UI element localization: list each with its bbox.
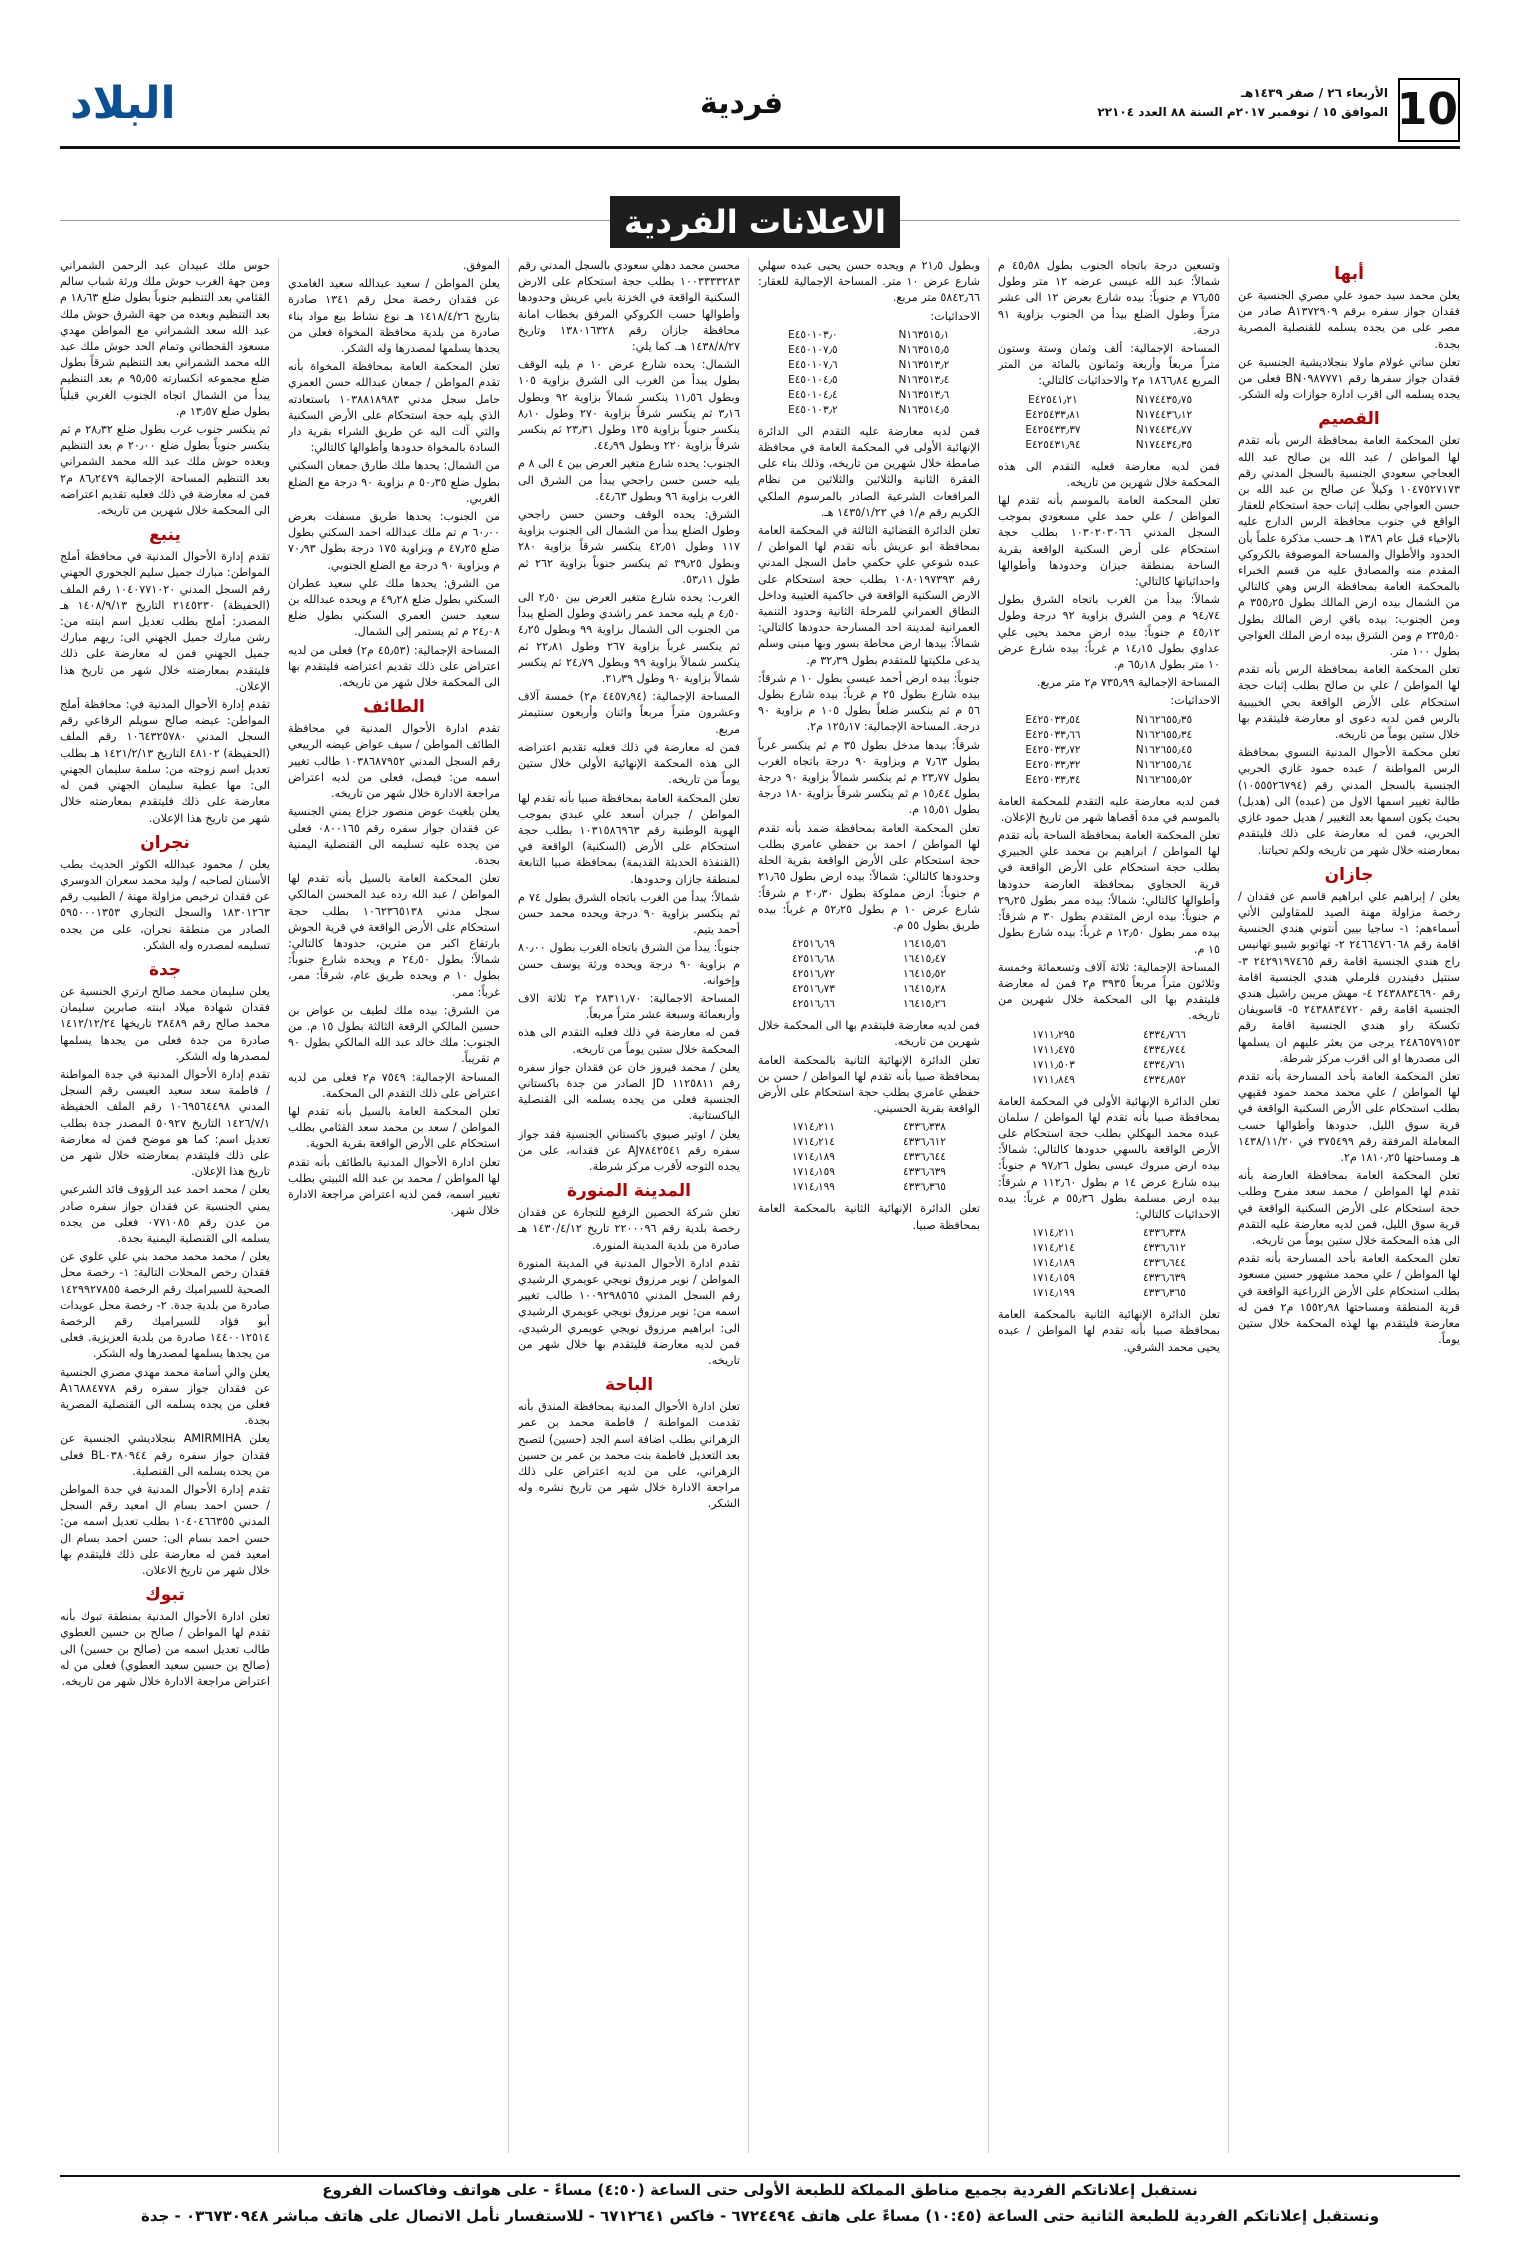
ad-text: تعلن ساتي غولام ماولا بنجلاديشية الجنسية عن فقدان جواز سفرها رقم BN٠٩٨٧٧٧١ فعلى من يجده يسلمه الى اقرب ادارة جوازات وله الشكر. — [1238, 355, 1460, 402]
coord-cell: ٤٣٣٦٫٦٣٩ — [903, 1166, 946, 1179]
ad-text: فمن لديه معارضة فعليه التقدم الى هذه المحكمة خلال شهرين من تاريخه. — [998, 459, 1220, 489]
coord-cell: ٤٣٣٤٫٨٥٢ — [1143, 1073, 1186, 1086]
coord-cell: ١٧١١٫٥٠٣ — [1032, 1058, 1075, 1071]
coord-cell: N١٦٢٦٥٥٫٤٥ — [1135, 743, 1193, 756]
coord-cell: N١٦٢٦٥٥٫٣٤ — [1135, 728, 1193, 741]
coord-cell: ٤٣٣٦٫٣٦٥ — [1143, 1287, 1186, 1300]
coordinates-table — [998, 393, 1220, 453]
city-title-najran: نجران — [140, 832, 190, 853]
ad-text: المساحة الإجمالية: ألف وثمان وستة وستون متراً مربعاً وأربعة وثمانون بالمائة من المتر المربع ١٨٦٦٫٨٤ م٢ والاحداثيات كالتالي: — [998, 342, 1220, 388]
coord-cell: ١٧١٤٫٢١٤ — [792, 1136, 835, 1149]
ad-text: تعلن الدائرة الإنهائية الثانية بالمحكمة العامة بمحافظة صبيا بأنه تقدم لها المواطن / عبده يحيى محمد الشرقي. — [998, 1308, 1220, 1354]
ad-text: تعلن ادارة الأحوال المدنية بالطائف بأنه تقدم لها المواطن / محمد بن عبد الله الثبيتي بطلب تغيير اسمه، فمن لديه اعتراض مراجعة الادارة خلال شهر. — [288, 1155, 500, 1218]
ad-text: تعلن الدائرة الإنهائية الثانية بالمحكمة العامة بمحافظة صبيا. — [758, 1202, 980, 1232]
coordinates-table — [758, 1120, 980, 1195]
ad-text: فمن له معارضة في ذلك فعليه تقديم اعتراضه الى هذه المحكمة الإنهائية الأولى خلال ستين يوماً من تاريخه. — [518, 740, 740, 787]
ad-text: وبطول ٢١٫٥ م ويحده حسن يحيى عبده سهلي شارع عرض ١٠ متر. المساحة الإجمالية للعقار: ٥٨٤٢٫٦٦ متر مربع. — [758, 259, 980, 305]
ad-text: يعلن المواطن / سعيد عبدالله سعيد الغامدي عن فقدان رخصة محل رقم ١٣٤١ صادرة بتاريخ ١٤١٨/٤/٢٦ هـ نوع نشاط بيع مواد بناء صادرة من بلدية محافظة المخواة فعلى من يجدها يسلمها لمصدرها وله الشكر. — [288, 277, 500, 356]
ad-text: الموفق. — [463, 259, 500, 272]
footer-line2: ونستقبل إعلاناتكم الفردية للطبعة الثانية حتى الساعة (١٠:٤٥) مساءً على هاتف ٦٧٢٤٤٩٤ - فاكس ٦٧١٢٦٤١ - للاستفسار نأمل الاتصال على هاتف مباشر ٠٣٦٧٣٠٩٤٨ - جدة — [140, 2207, 1380, 2225]
coord-cell: ١٧١٤٫١٥٩ — [792, 1166, 835, 1179]
issue-date-line2: الموافق ١٥ / نوفمبر ٢٠١٧م السنة ٨٨ العدد ٢٢١٠٤ — [1097, 105, 1388, 119]
coord-cell: ١٧١٤٫١٩٩ — [792, 1181, 835, 1194]
ad-text: تعلن المحكمة العامة بالسيل بأنه تقدم لها المواطن / عبد الله رده عبد المحسن المالكي سجل مدني ١٠٦٢٣٦٥١٣٨ بطلب حجة استحكام على الأرض الواقعة في قرية الحوش بارتفاع اكبر من مترين، حدودها كالتالي: شمالاً: بطول ٢٤٫٥٠ م ويحده شارع جنوباً: بطول ١٠ م ويحده طريق عام، شرقاً: ممر، غرباً: ممر. — [288, 872, 500, 999]
coord-cell: E٤٢٥٤٣٣٫٣٧ — [1025, 423, 1081, 436]
ad-text: فمن لديه معارضة عليه التقدم الى الدائرة الإنهائية الأولى في المحكمة العامة في محافظة صامطة خلال شهرين من تاريخه، وذلك بناء على الفقرة الثانية والثلاثين والثلاثين من نظام المرافعات الشرعية الصادر بالمرسوم الملكي الكريم رقم م/١ في ١٤٣٥/١/٢٢ هـ. — [758, 424, 980, 519]
coord-cell: ١٧١١٫٤٧٥ — [1032, 1043, 1075, 1056]
ad-text: المساحة الإجمالية: ٧٥٤٩ م٢ فعلى من لديه اعتراض على ذلك التقدم الى المحكمة. — [288, 1070, 500, 1100]
coord-cell: ٤٣٣٦٫٦٤٤ — [903, 1151, 946, 1164]
coord-cell: ١٧١٤٫٢١١ — [1032, 1227, 1075, 1240]
ad-text: الاحداثيات: — [1170, 694, 1220, 708]
ad-text: تعلن الدائرة الإنهائية الثانية بالمحكمة العامة بمحافظة صبيا بأنه تقدم لها المواطن / حسن بن حفظي عامري بطلب حجة استحكام على الأرض الواقعة بقرية الحسيني. — [758, 1053, 980, 1116]
ad-text: تعلن المحكمة العامة بالسيل بأنه تقدم لها المواطن / سعد بن محمد سعد القثامي بطلب استحكام على الأرض الواقعة بقرية الحوية. — [288, 1104, 500, 1151]
column-5 — [288, 258, 500, 2153]
coordinates-table — [998, 1226, 1220, 1301]
coord-cell: ١٧١٤٫١٨٩ — [792, 1151, 835, 1164]
ad-text: المساحة الإجمالية ٧٣٥٫٩٩ م٢ متر مربع. — [1036, 676, 1220, 690]
ad-text: تقدم إدارة الأحوال المدنية في: محافظة أملج المواطن: عيضه صالح سويلم الرفاعي رقم السجل المدني ١٠٦٤٣٢٥٧٨٠ رقم الملف (الحفيظة) ٤٨١٠٢ التاريخ ١٤٢١/٢/١٣ هـ بطلب تعديل اسم زوجته من: سلمة سليمان الجهني الى: مها عطية سليمان الجهني فمن له معارضة على ذلك فليتقدم بمعارضته خلال شهر من تاريخ هذا الإعلان. — [60, 698, 270, 825]
ad-text: من الشمال: يحدها ملك طارق جمعان السكني بطول ضلع ٥٠٫٣٥ م بزاوية ٩٠ درجة مع الضلع الغربي. — [288, 459, 500, 505]
coord-cell: ١٦٤١٥٫٥٢ — [903, 968, 946, 981]
coord-cell: E٤٥٠١٠٧٫٥ — [788, 343, 838, 356]
ad-text: تقدم ادارة الأحوال المدنية في محافظة الطائف المواطن / سيف عواض عيضه الرييعي رقم السجل المدني ١٠٣٨٦٨٧٩٥٢ طالب تغيير اسمه من: فيصل، فعلى من لديه اعتراض مراجعة الادارة خلال شهر من تاريخه. — [288, 722, 500, 801]
coord-cell: ١٦٤١٥٫٢٦ — [903, 998, 946, 1011]
ad-text: المساحة الإجمالية: (٤٥٫٥٣ م٢) فعلى من لديه اعتراض على ذلك تقديم اعتراضه فليتقدم بها الى المحكمة خلال شهر من تاريخه. — [288, 643, 500, 690]
ad-text: وتسعين درجة باتجاه الجنوب بطول ٤٥٫٥٨ م شمالاً: عبد الله عيسى عرضه ١٢ متر وطول ٧٦٫٥٥ م جنوباً: بيده شارع بعرض ١٢ الى عشر متراً وطول الضلع بيدأ من الجنوب بزاوية ٩١ درجة. — [998, 259, 1220, 337]
column-6 — [60, 258, 270, 2153]
coordinates-table — [998, 713, 1220, 788]
ad-text: يعلن / اوتير صيوي باكستاني الجنسية فقد جواز سفره رقم AJ٧٨٤٢٥٤١ عن فقدانه، على من يجده التوجه لأقرب مركز شرطة. — [518, 1127, 740, 1173]
ad-text: يعلن / إبراهيم علي ابراهيم قاسم عن فقدان / رخصة مزاولة مهنة الصيد للمقاولين الأتي أسماءهم: ١- ساجيا بيين أنتوني هندي الجنسية اقامة رقم ٢٤٦٦٤٧٦٠٦٨ ٢- تهاتوبو شيبو تهانيس راج هندي الجنسية اقامة رقم ٢٤٢٩١٩٧٤٦٥ ٣- سنتيل دفيندرن فلرملي هندي الجنسية اقامة رقم ٢٤٣٨٨٣٤٦٩٠ ٤- مهش مريبن راشيل هندي الجنسية اقامة رقم ٢٤٣٨٨٣٤٧٢٠ ٥- قاسويفان تكسكة راو هندي الجنسية اقامة رقم ٢٤٨٦٥٧٩١٥٣ يرجى من يعثر عليهم ان يسلمها الى مصدرها او الى اقرب مركز شرطة. — [1238, 889, 1460, 1065]
ad-text: من الجنوب: يحدها طريق مسفلت بعرض ٦٠٫٠٠ م تم ملك عبدالله احمد السكني بطول ضلع ٤٧٫٢٥ م وبزاوية ١٧٥ درجة بطول ٧٠٫٩٣ م وبزاوية ٩٠ درجة مع الضلع الجنوبي. — [288, 510, 500, 572]
coord-cell: E٤٥٠١٠٣٫٠ — [788, 328, 838, 341]
ad-text: من الشرق: يحدها ملك علي سعيد عطران السكني بطول ضلع ٤٩٫٢٨ م ويحده عبدالله بن سعيد حسن العمري السكني بطول ضلع ٢٤٫٠٨ م ثم يستمر إلى الشمال. — [288, 576, 500, 639]
ad-text: تعلن المحكمة العامة بمحافظة صبيا بأنه تقدم لها المواطن / جبران أسعد علي عبدي بموجب الهوية الوطنية رقم ١٠٣١٥٨٦٩٦٣ بطلب حجة استحكام على الأرض (السكنية) الواقعة في (القنفذة الحديثة القديمة) بمحافظة صبيا التابعة لمنطقة جازان وحدودها. — [518, 791, 740, 886]
ad-text: يعلن محمد سيد حمود علي مصري الجنسية عن فقدان جواز سفره برقم A١٣٧٢٩٠٩ صادر من مصر على من يجده يسلمه للقنصلية المصرية بجدة. — [1238, 289, 1460, 351]
ad-text: تعلن شركة الحصين الرفيع للتجارة عن فقدان رخصة بلدية رقم ٢٢٠٠٠٩٦ تاريخ ١٤٣٠/٤/١٢ هـ صادرة من بلدية المدينة المنورة. — [518, 1206, 740, 1252]
header-divider — [60, 146, 1460, 149]
city-title-tabuk: تبوك — [145, 1585, 185, 1606]
city-title-taif: الطائف — [363, 697, 425, 718]
footer-line1: نستقبل إعلاناتكم الفردية بجميع مناطق المملكة للطبعة الأولى حتى الساعة (٤:٥٠) مساءً - على هواتف وفاكسات الفروع — [322, 2181, 1198, 2199]
coord-cell: ٤٢٥١٦٫٦٦ — [792, 998, 835, 1011]
ad-text: فمن له معارضة في ذلك فعليه التقدم الى هذه المحكمة خلال ستين يوماً من تاريخه. — [518, 1026, 740, 1056]
coord-cell: ٤٣٣٦٫٣٦٥ — [903, 1181, 946, 1194]
city-title-bahah: الباحة — [604, 1375, 654, 1396]
classifieds-banner: الاعلانات الفردية — [610, 196, 900, 248]
ad-text: تعلن المحكمة العامة بمحافظة الساحة بأنه تقدم لها المواطن / ابراهيم بن محمد علي الجبيري بطلب حجة استحكام على الأرض الواقعة في قرية الحجاوي بمحافظة العارضة حدودها وأطوالها كالتالي: شمالاً: بيده ممر بطول ٢٩٫٢٥ م جنوباً: بيده ارض المتقدم بطول ٣٠ م شرقاً: بيده ممر بطول ١٢٫٥٠ م غرباً: بيده شارع بطول ١٥ م. — [998, 829, 1220, 956]
city-title-jeddah: جدة — [148, 959, 182, 980]
ad-text: شرقاً: بيدها مدخل بطول ٣٥ م ثم ينكسر غرباً بطول ٧٫٦٣ م وبزاوية ٩٠ درجة باتجاه الغرب بطول ٢٣٫٧٧ م ثم ينكسر شمالاً بزاوية ٩٠ درجة بطول ١٥٫٤٤ م ثم ينكسر شرقاً بزاوية ١٨٠ درجة بطول ١٥٫٥١ م. — [758, 738, 980, 817]
city-title-jazan: جازان — [1324, 864, 1374, 885]
ad-text: يعلن / محمد محمد محمد بني علي علوي عن فقدان رخص المحلات التالية: ١- رخصة محل الصحية للسيراميك رقم الرخصة ١٤٢٩٩٢٧٨٥٥ صادرة من بلدية جدة. ٢- رخصة محل عويدات أبو فؤاد للسيراميك رقم الرخصة ١٤٤٠٠١٢٥١٤ صادرة من بلدية العزيزية. فعلى من يجدها يسلمها لمصدرها وله الشكر. — [60, 1250, 270, 1361]
issue-date — [1097, 84, 1388, 122]
coord-cell: E٤٥٠١٠٧٫٦ — [788, 358, 838, 371]
coord-cell: N١٦٢٦٥٥٫٦٤ — [1135, 758, 1193, 771]
coord-cell: E٤٢٥٠٣٣٫٧٢ — [1025, 743, 1081, 756]
ad-text: يعلن سليمان محمد صالح ارتري الجنسية عن فقدان شهادة ميلاد ابنته صابرين سليمان محمد صالح رقم ٢٨٤٨٩ تاريخها ١٤١٢/١٢/٢٤ صادرة من جدة فعلى من يجدها يسلمها لمصدرها وله الشكر. — [60, 984, 270, 1063]
coord-cell: E٤٢٥٠٣٣٫٦٦ — [1025, 728, 1081, 741]
ad-text: تعلن المحكمة العامة بمحافظة ضمد بأنه تقدم لها المواطن / احمد بن حفظي عامري بطلب حجة استحكام على الأرض الواقعة بقرية الحلة وحدودها كالتالي: شمالاً: بيده ارض بطول ٢١٫٦٥ م جنوباً: ارض مملوكة بطول ٢٠٫٣٠ م شرقاً: شارع عرض ١٠ م بطول ٥٢٫٢٥ م غرباً: بيده طريق بطول ٥٥ م. — [758, 821, 980, 932]
coord-cell: E٤٢٥٠٣٣٫٣٢ — [1025, 758, 1081, 771]
coord-cell: ٤٣٣٦٫٣٣٨ — [1143, 1227, 1186, 1240]
issue-date-line1: الأربعاء ٢٦ / صفر ١٤٣٩هـ — [1240, 86, 1388, 100]
ad-text: تعلن المحكمة العامة بمحافظة الرس بأنه تقدم لها المواطن / عبد الله بن صالح عبد الله العجاجي سعودي الجنسية بالسجل المدني رقم ١٠٤٧٥٢٧١٧٣ وكيلاً عن صالح بن عبد الله بن حسن العواجي بطلب إثبات حجة استحكام للعقار الواقع في جنوب محافظة الرس الدارج عليه بالإحياء قبل عام ١٣٨٦ هـ حسب مذكرة علماً بأن الحدود والأطوال والمساحة الموصوفة بالكروكي المقدم منه والمصادق عليه من قسم الخبراء بالمحكمة العامة بمحافظة الرس وهي كالتالي من الشمال بيده ارض المالك بطول ٣٥٥٫٢٥ م ومن الجنوب: بيده باقي ارض المالك بطول ٢٣٥٫٥٠ م ومن الشرق بيده ارض الملك العواجي بطول ١٠٠ متر. — [1238, 434, 1460, 659]
coord-cell: ١٦٤١٥٫٥٦ — [903, 938, 946, 951]
ad-text: فمن لديه معارضة عليه التقدم للمحكمة العامة بالموسم في مدة أقصاها شهر من تاريخ الإعلان. — [998, 794, 1220, 824]
coord-cell: N١٦٣٥١٤٫٥ — [898, 403, 950, 416]
coord-cell: E٤٥٠١٠٤٫٥ — [788, 373, 838, 386]
ad-text: تعلن المحكمة العامة بمحافظة الرس بأنه تقدم لها المواطن / علي بن صالح بطلب إثبات حجة استحكام على الأرض الواقعة بحي الخبيبية بالرس فمن لديه دعوى او معارضة فليتقدم بها خلال ستين يوماً من تاريخه. — [1238, 663, 1460, 742]
ad-text: يعلن / محمد فيروز خان عن فقدان جواز سفره رقم ١١٢٥٨١١ JD الصادر من جدة باكستاني الجنسية فعلى من يجده يسلمه الى القنصلية الباكستانية. — [518, 1060, 740, 1123]
coord-cell: ٤٣٣٦٫٦١٢ — [1143, 1242, 1186, 1255]
coord-cell: ٤٣٣٤٫٧٦١ — [1143, 1058, 1186, 1071]
ad-text: جنوباً: يبدأ من الشرق باتجاه الغرب بطول ٨٠٫٠٠ م بزاوية ٩٠ درجة ويحده ورثة يوسف حسن وإخوانه. — [518, 941, 740, 987]
coord-cell: ٤٣٣٦٫٦٣٩ — [1143, 1272, 1186, 1285]
ad-text: المساحة الاجمالية: ٢٨٣١١٫٧٠ م٢ ثلاثة الاف وأربعمائة وسبعة عشر متراً مربعاً. — [518, 991, 740, 1022]
page-footer — [60, 2175, 1460, 2237]
coord-cell: ٤٢٥١٦٫٦٨ — [792, 953, 835, 966]
coord-cell: ٤٣٣٦٫٦١٢ — [903, 1136, 946, 1149]
coord-cell: N١٧٤٤٣٦٫١٢ — [1135, 408, 1193, 421]
coord-cell: ١٦٤١٥٫٢٨ — [903, 983, 946, 996]
ad-text: تعلن المحكمة العامة بالموسم بأنه تقدم لها المواطن / علي حمد علي مسعودي بموجب السجل المدني ١٠٣٠٢٠٣٠٦٦ بطلب حجة استحكام على أرض السكنية الواقعة بقرية الساحة بمنطقة جيزان وحدودها وأطوالها واحداثياتها كالتالي: — [998, 494, 1220, 589]
coord-cell: E٤٥٠١٠٣٫٢ — [788, 403, 838, 416]
coord-cell: ٤٣٣٤٫٧٦٦ — [1143, 1028, 1186, 1041]
ad-text: تقدم إدارة الأحوال المدنية في محافظة أملج المواطن: مبارك جميل سليم الجحوري الجهني رقم السجل المدني ١٠٤٠٧٧١٠٢٠ رقم الملف (الحفيظة) ٢١٤٥٢٣٠ التاريخ ١٤٠٨/٩/١٣ هـ المصدر: أملج بطلب تعديل اسم ابنته من: رشن مبارك جميل الجهني الى: ريهم مبارك جميل الجهني فمن له معارضة على ذلك فليتقدم بمعارضته خلال شهر من تاريخ هذا الإعلان. — [60, 550, 270, 693]
page-number: 10 — [1398, 78, 1460, 142]
coord-cell: ٤٢٥١٦٫٦٩ — [792, 938, 835, 951]
coord-cell: E٤٢٥٤٣١٫٩٤ — [1025, 438, 1081, 451]
coordinates-table — [758, 328, 980, 418]
coord-cell: ١٧١٤٫١٩٩ — [1032, 1287, 1075, 1300]
coord-cell: ١٧١٤٫١٨٩ — [1032, 1257, 1075, 1270]
coordinates-table — [758, 937, 980, 1012]
coord-cell: E٤٥٠١٠٤٫٤ — [788, 388, 838, 401]
ad-text: يعلن والي أسامة محمد مهدي مصري الجنسية عن فقدان جواز سفره رقم A١٦٨٨٤٧٧٨ فعلى من يجده يسلمه الى القنصلية المصرية بجدة. — [60, 1365, 270, 1428]
ad-text: حوس ملك عبيدان عبد الرحمن الشمراني ومن جهة الغرب حوش ملك ورثة شباب سالم القثامي بعد التنظيم جنوباً بطول ضلع ١٨٫٦٣ م بعد التنظيم وبعده من جهة الشرق حوش ملك عبد الله سعد الشمراني مع المواطن مهدي مسعود القحطاني وتمام الحد حوش ملك عبد الله محمد الشمراني بعد التنظيم شرقاً بطول ضلع مجموعه انكسارته ٩٥٫٥٥ م بعد التنظيم يبدأ من الشمال اتجاه الجنوب الغربي قبلياً بطول ضلع ١٣٫٥٧ م. — [60, 259, 270, 418]
coord-cell: N١٦٢٦٥٥٫٣٥ — [1135, 713, 1193, 726]
city-title-qassim: القصيم — [1318, 409, 1380, 430]
page-header — [60, 78, 1460, 153]
coord-cell: ٤٣٣٦٫٦٤٤ — [1143, 1257, 1186, 1270]
coord-cell: N١٦٣٥١٥٫٥ — [898, 343, 950, 356]
ad-text: جنوباً: بيده ارض أحمد عيسى بطول ١٠ م شرقاً: بيده شارع بطول ٢٥ م غرباً: بيده شارع بطول ٥٦ م ثم ينكسر ضلعاً بطول ١٠٥ م بزاوية ٩٠ درجة. المساحة الإجمالية: ١٢٥٫١٧ م٢. — [758, 671, 980, 734]
coord-cell: ٤٢٥١٦٫٧٢ — [792, 968, 835, 981]
ad-text: فمن لديه معارضة فليتقدم بها الى المحكمة خلال شهرين من تاريخه. — [758, 1019, 980, 1049]
ad-text: الشرق: يحده الوقف وحسن حسن راجحي وطول الضلع يبدأ من الشمال الى الجنوب بزاوية ١١٧ وطول ٤٢٫٥١ ينكسر شرقاً بزاوية ٢٨٠ وبطول ٣٩٫٢٥ ثم ينكسر جنوباً بزاوية ٢٦٢ ثم طول ٥٣٫١١. — [518, 508, 740, 586]
column-rule — [988, 258, 989, 2153]
ad-text: الجنوب: يحده شارع متغير العرض بين ٤ الى ٨ م يليه حسن حسن راجحي يبدأ من الشرق الى الغرب بزاوية ٩٦ وبطول ٤٤٫٦٣. — [518, 457, 740, 503]
ad-text: الاحداثيات: — [930, 309, 980, 323]
ad-text: يعلن / محمود عبدالله الكوثر الحديث بطب الأسنان لصاحبه / وليد محمد سعران الدوسري عن فقدان ترخيص مزاولة مهنة / الطبيب رقم ١٨٣٠١٢٦٣ والسجل التجاري ٥٩٥٠٠٠١٣٥٣ الصادر من منطقة نجران، على من يجده تسليمه لمصدره وله الشكر. — [60, 857, 270, 952]
column-3 — [758, 258, 980, 2153]
column-rule — [278, 258, 279, 2153]
ad-text: تعلن الدائرة الإنهائية الأولى في المحكمة العامة بمحافظة صبيا بأنه تقدم لها المواطن / سلمان عبده محمد البهكلي بطلب حجة استحكام على الأرض الواقعة بالسهي حدودها كالتالي: شمالاً: بيده ارض مبروك عيسى بطول ٩٧٫٢٦ م جنوباً: بيده شارع عرض ١٤ م بطول ١١٢٫٦٠ م شرقاً: بيده ارض مسلمة بطول ٥٥٫٣٦ م غرباً: بيده الاحداثيات كالتالي: — [998, 1094, 1220, 1221]
coord-cell: E٤٢٥٤٣٣٫٨١ — [1025, 408, 1081, 421]
ad-text: يعلن / محمد احمد عبد الرؤوف قائد الشرعبي يمني الجنسية عن فقدان جواز سفره صادر من عدن رقم ٠٧٧١٠٨٥ فعلى من يجده يسلمه الى القنصلية اليمنية بجدة. — [60, 1183, 270, 1245]
ad-text: يعلن AMIRMIHA بنجلاديشي الجنسية عن فقدان جواز سفره رقم BL٠٣٨٠٩٤٤ فعلى من يجده يسلمه الى القنصلية. — [60, 1432, 270, 1478]
coord-cell: N١٦٣٥١٥٫١ — [898, 328, 950, 341]
coord-cell: ١٧١٤٫٢١١ — [792, 1121, 835, 1134]
coord-cell: N١٧٤٤٣٤٫٧٧ — [1135, 423, 1193, 436]
coord-cell: N١٦٢٦٥٥٫٥٢ — [1135, 773, 1193, 786]
coord-cell: N١٦٣٥١٣٫٤ — [898, 373, 950, 386]
section-title: فردية — [700, 86, 784, 121]
newspaper-logo: البلاد — [70, 78, 176, 129]
ad-text: الشمال: يحده شارع عرض ١٠ م يليه الوقف بطول يبدأ من الغرب الى الشرق بزاوية ١٠٥ وبطول ١١٫٥٦ ينكسر شمالاً بزاوية ٩٢ وبطول ٣٫١٦ ثم ينكسر شرقاً بزاوية ٢٧٠ وطول ٨٫١٠ ينكسر جنوباً بزاوية ١٣٥ وطول ٢٣٫٣١ ثم ينكسر شرقاً بزاوية ٢٢٠ وبطول ٤٤٫٩٩. — [518, 358, 740, 453]
column-2 — [998, 258, 1220, 2153]
coord-cell: E٤٢٥٠٣٣٫٣٤ — [1025, 773, 1081, 786]
ad-text: المساحة الإجمالية: (٤٤٥٧٫٩٤ م٢) خمسة آلاف وعشرون متراً مربعاً واثنان وأربعون سنتيمتر مربع. — [518, 690, 740, 736]
coord-cell: N١٧٤٤٣٤٫٣٥ — [1135, 438, 1193, 451]
ad-text: تعلن محكمة الأحوال المدنية النسوي بمحافظة الرس المواطنة / عبده حمود غازي الحربي الجنسية بالسجل المدني رقم (١٠٥٥٥٢٦٧٩٤) طالبة تغيير اسمها الاول من (عبده) الى (هديل) بحيث يكون اسمها بعد التغيير / هديل حمود غازي الحربي، فمن له معارضة على ذلك فليتقدم بمعارضته خلال شهر من تاريخه ولكم تحياتنا. — [1238, 746, 1460, 857]
ad-text: شمالاً: بيدأ من الغرب باتجاه الشرق بطول ٩٤٫٧٤ م ومن الشرق بزاوية ٩٢ درجة وطول ٤٥٫١٢ م جنوباً: بيده ارض محمد يحيى علي عداوي بطول ١٤٫١٥ م غرباً: بيده شارع عرض ١٠ متر بطول ٦٥٫١٨ م. — [998, 593, 1220, 672]
coord-cell: ٤٣٣٤٫٧٤٤ — [1143, 1043, 1186, 1056]
ad-text: ثم ينكسر جنوب غرب بطول ضلع ٢٨٫٣٢ م ثم ينكسر جنوباً بطول ضلع ٢٠٫٠٠ م بعد التنظيم وبعده حوش ملك عبد الله محمد الشمراني بعد التنظيم المساحة الإجمالية ٨٦٫٢٤٧٩ م٢ فمن له معارضة في ذلك فعليه تقديم اعتراضه الى المحكمة خلال شهرين من تاريخه. — [60, 423, 270, 518]
ad-text: من الشرق: بيده ملك لطيف بن عواض بن حسين المالكي الرقعة الثالثة بطول ١٥ م. من الجنوب: ملك خالد عبد الله المالكي بطول ٩٠ م تقريباً. — [288, 1003, 500, 1066]
ad-text: تعلن المحكمة العامة بمحافظة العارضة بأنه تقدم لها المواطن / محمد سعد مفرح وطلب حجة استحكام على الأرض السكنية الواقعة في قرية سوق الليل، فمن لديه معارضة عليه التقدم الى هذه المحكمة خلال ستين يوماً من تاريخه. — [1238, 1169, 1460, 1247]
ad-text: يعلن بلغيث عوض منصور جزاع يمني الجنسية عن فقدان جواز سفره رقم ٠٨٠٠١٦٥ فعلى من يجده عليه تسليمه الى القنصلية اليمنية بجدة. — [288, 805, 500, 867]
coordinates-table — [998, 1028, 1220, 1088]
coord-cell: ١٧١٤٫١٥٩ — [1032, 1272, 1075, 1285]
column-1 — [1238, 258, 1460, 2153]
coord-cell: ١٧١١٫٨٤٩ — [1032, 1073, 1075, 1086]
ad-text: تعلن المحكمة العامة بأحد المسارحة بأنه تقدم لها المواطن / علي محمد محمد حمود فقيهي بطلب استحكام على الأرض السكنية الواقعة في قرية سوق الليل. حدودها وأطوالها حسب المعاملة المرفقة رقم ٣٧٥٤٩٩ في ١٤٣٨/١١/٢٠ هـ ومساحتها ١٨١٠٫٢٥ م٢. — [1238, 1069, 1460, 1164]
ad-text: تعلن المحكمة العامة بأحد المسارحة بأنه تقدم لها المواطن / علي محمد مشهور حسين مسعود بطلب استحكام على الأرض الزراعية الواقعة في قرية المنطقة ومساحتها ١٥٥٢٫٩٨ م٢ فمن له معارضة فليتقدم بها لهذه المحكمة خلال ستين يوماً. — [1238, 1252, 1460, 1347]
ad-text: تعلن المحكمة العامة بمحافظة المخواة بأنه تقدم المواطن / جمعان عبدالله حسن العمري حامل سجل مدني ١٠٣٨٨١٨٩٨٣ باستعادته الذي يليه حجة استحكام على الأرض السكنية والتي آلت اليه عن طريق الشراء بقرية دار السادة بالمخواة حدودها وأطوالها كالتالي: — [288, 360, 500, 455]
coord-cell: ٤٢٥١٦٫٧٣ — [792, 983, 835, 996]
ad-text: المساحة الإجمالية: ثلاثة آلاف وتسعمائة وخمسة وثلاثون متراً مربعاً ٣٩٣٥ م٢ فمن له معارضة فليتقدم بها الى المحكمة خلال شهرين من تاريخه. — [998, 960, 1220, 1023]
coord-cell: ٤٣٣٦٫٣٣٨ — [903, 1121, 946, 1134]
coord-cell: ١٧١٤٫٢١٤ — [1032, 1242, 1075, 1255]
city-title-yanbu: ينبع — [149, 525, 181, 546]
ad-text: تعلن ادارة الأحوال المدنية بمحافظة المندق بأنه تقدمت المواطنة / فاطمة محمد بن عمر الزهراني بطلب اضافة اسم الجد (حسين) لتصبح بعد التعديل فاطمة بنت محمد بن عمر بن حسين الزهراني، على من لديه اعتراض على ذلك مراجعة الادارة خلال شهر من تاريخ نشره وله الشكر. — [518, 1400, 740, 1511]
ad-text: تقدم إدارة الأحوال المدنية في جدة المواطن / حسن احمد بسام ال امعيد رقم السجل المدني ١٠٤٠٤٦٦٣٥٥ بطلب تعديل اسمه من: حسن احمد بسام الى: حسن احمد بسام ال امعيد فمن له معارضة على ذلك فليتقدم بها خلال شهر من تاريخ الاعلان. — [60, 1483, 270, 1578]
column-rule — [508, 258, 509, 2153]
coord-cell: N١٧٤٤٣٥٫٧٥ — [1135, 393, 1193, 406]
classified-columns — [60, 258, 1460, 2153]
coord-cell: N١٦٣٥١٣٫٦ — [898, 388, 950, 401]
coord-cell: ١٧١١٫٢٩٥ — [1032, 1028, 1075, 1041]
column-rule — [1228, 258, 1229, 2153]
column-4 — [518, 258, 740, 2153]
city-title-madinah: المدينة المنورة — [566, 1181, 691, 1202]
coord-cell: N١٦٣٥١٣٫٢ — [898, 358, 950, 371]
coord-cell: E٤٢٥٠٣٣٫٥٤ — [1025, 713, 1081, 726]
ad-text: تعلن ادارة الأحوال المدنية بمنطقة تبوك بأنه تقدم لها المواطن / صالح بن حسين العطوي طالب تعديل اسمه من (صالح بن حسين) الى (صالح بن حسين سعيد العطوي) فعلى من له اعتراض مراجعة الادارة خلال شهر من تاريخه. — [60, 1610, 270, 1689]
city-title-abha: أبها — [1334, 264, 1364, 284]
ad-text: تقدم ادارة الأحوال المدنية في المدينة المنورة المواطن / نوير مرزوق نويجي عويمري الرشيدي رقم السجل المدني ١٠٠٩٢٩٨٥٦٥ طالب تغيير اسمه من: نوير مرزوق نويجي عويمري الرشيدي الى: ابراهيم مرزوق نويجي عويمري الرشيدي، فمن لديه معارضة فليتقدم بها خلال شهر من تاريخه. — [518, 1256, 740, 1367]
column-rule — [748, 258, 749, 2153]
ad-text: الغرب: يحده شارع متغير العرض بين ٢٫٥٠ الى ٤٫٥٠ م يليه محمد عمر راشدي وطول الضلع يبدأ من الجنوب الى الشمال بزاوية ٩٩ وبطول ٤٫٢٥ ثم ينكسر غرباً بزاوية ٢٦٧ وطول ٢٢٫٨١ ثم ينكسر شمالاً بزاوية ٩٩ وبطول ٢٤٫٧٩ ثم ينكسر شمالاً بزاوية ٩٠ وطول ٢١٫٣٩. — [518, 591, 740, 686]
ad-text: محسن محمد دهلي سعودي بالسجل المدني رقم ١٠٠٣٣٣٣٢٨٣ بطلب حجة استحكام على الارض السكنية الواقعة في الخزنة بابي عريش وحدودها وأطوالها حسب الكروكي المرفق بخطاب امانة محافظة جازان رقم ١٣٨٠١٦٣٢٨ وتاريخ ١٤٣٨/٨/٢٧ هـ. كما يلي: — [518, 259, 740, 354]
ad-text: تعلن الدائرة القضائية الثالثة في المحكمة العامة بمحافظة ابو عريش بأنه تقدم لها المواطن / عبده شوعي علي حكمي حامل السجل المدني رقم ١٠٨٠١٩٧٣٩٣ بطلب حجة استحكام على الارض السكنية الواقعة في حاكمية العتيبة وداخل النطاق العمراني للمرحلة الثانية وحدود التنمية العمرانية لمدينة احد المسارحة حدودها كالتالي: شمالاً: بيدها ارض محاطة بسور وبها مبنى وسلم يدعى ملكيتها للمتقدم بطول ٣٢٫٣٩ م. — [758, 524, 980, 667]
coord-cell: ١٦٤١٥٫٤٧ — [903, 953, 946, 966]
ad-text: شمالاً: يبدأ من الغرب باتجاه الشرق بطول ٧٤ م ثم ينكسر بزاوية ٩٠ درجة ويحده محمد حسن أحمد يتيم. — [518, 890, 740, 937]
ad-text: تقدم إدارة الأحوال المدنية في جدة المواطنة / فاطمة سعد سعيد العيسى رقم السجل المدني ١٠٦٩٥٦٤٤٩٨ رقم الملف الحفيظة ١٤٢٦/٧/١ التاريخ ٥٠٩٢٧ المصدر جدة بطلب تعديل اسم: كما هو موضح فمن له معارضة على ذلك فليتقدم بمعارضته خلال شهر من تاريخ هذا الإعلان. — [60, 1067, 270, 1179]
coord-cell: E٤٢٥٤١٫٢١ — [1028, 393, 1078, 406]
